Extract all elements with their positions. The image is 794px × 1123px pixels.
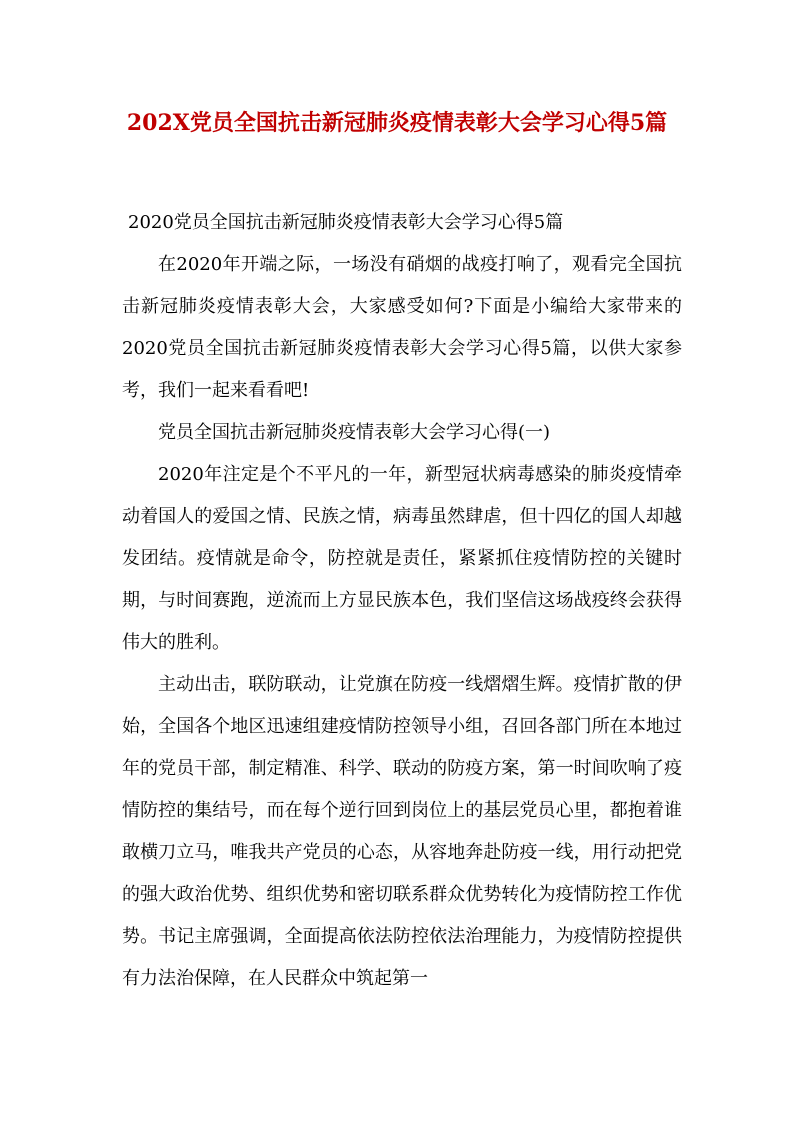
body-paragraph: 2020年注定是个不平凡的一年，新型冠状病毒感染的肺炎疫情牵动着国人的爱国之情、民族之情，病毒虽然肆虐，但十四亿的国人却越发团结。疫情就是命令，防控就是责任，紧紧抓住疫情防控的关键时期，与时间赛跑，逆流而上方显民族本色，我们坚信这场战疫终会获得伟大的胜利。 <box>122 464 682 653</box>
intro-paragraph: 在2020年开端之际，一场没有硝烟的战疫打响了，观看完全国抗击新冠肺炎疫情表彰大会，大家感受如何?下面是小编给大家带来的2020党员全国抗击新冠肺炎疫情表彰大会学习心得5篇，以供大家参考，我们一起来看看吧! <box>122 254 682 401</box>
document-title: 202X党员全国抗击新冠肺炎疫情表彰大会学习心得5篇 <box>126 110 668 136</box>
section-heading: 党员全国抗击新冠肺炎疫情表彰大会学习心得(一) <box>158 422 551 443</box>
document-body <box>122 202 682 1000</box>
body-paragraph: 主动出击，联防联动，让党旗在防疫一线熠熠生辉。疫情扩散的伊始，全国各个地区迅速组建疫情防控领导小组，召回各部门所在本地过年的党员干部，制定精准、科学、联动的防疫方案，第一时间吹响了疫情防控的集结号，而在每个逆行回到岗位上的基层党员心里，都抱着谁敢横刀立马，唯我共产党员的心态，从容地奔赴防疫一线，用行动把党的强大政治优势、组织优势和密切联系群众优势转化为疫情防控工作优势。书记主席强调，全面提高依法防控依法治理能力，为疫情防控提供有力法治保障，在人民群众中筑起第一 <box>122 674 682 989</box>
document-subtitle: 2020党员全国抗击新冠肺炎疫情表彰大会学习心得5篇 <box>128 212 564 233</box>
